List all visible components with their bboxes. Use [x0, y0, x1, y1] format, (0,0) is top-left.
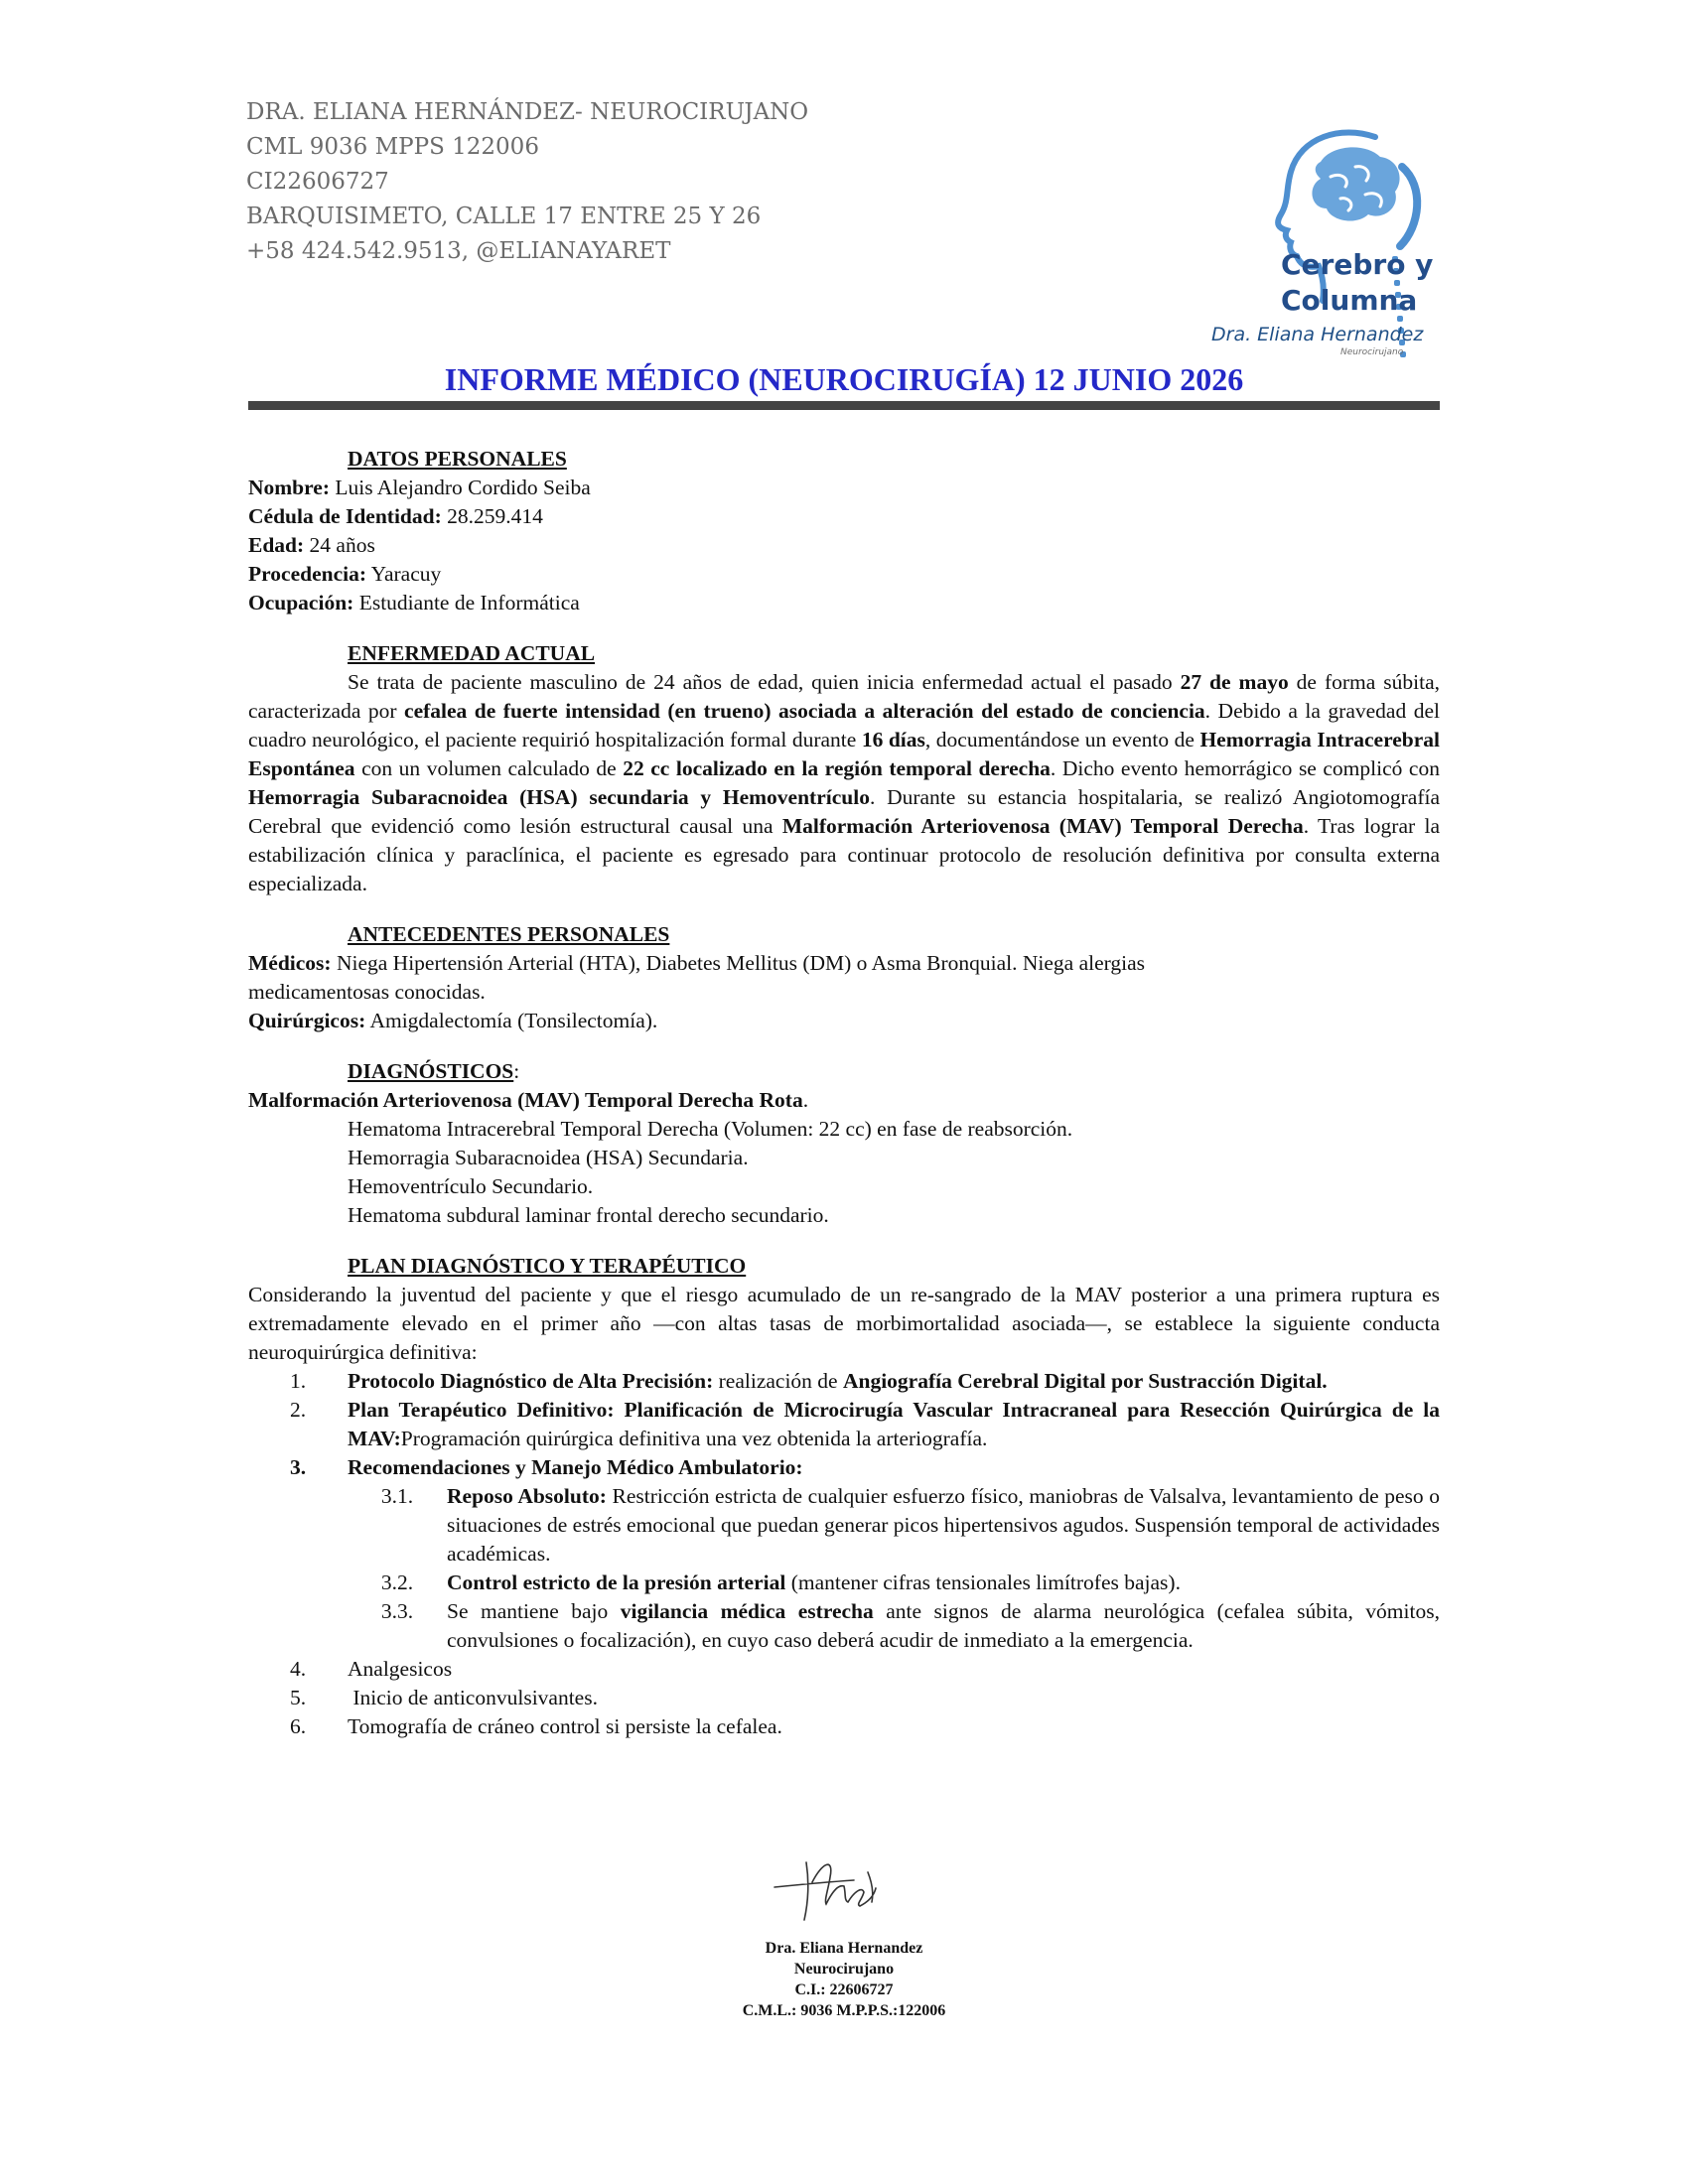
plan-item-number: 2.: [289, 1398, 307, 1422]
personal-field: [248, 531, 1440, 560]
logo-line-2: Columna: [1281, 284, 1418, 317]
personal-field-value: Yaracuy: [366, 562, 442, 586]
logo-specialty: Neurocirujano: [1340, 347, 1404, 357]
report-title: INFORME MÉDICO (NEUROCIRUGÍA) 12 JUNIO 2026: [444, 361, 1244, 397]
letterhead-contact: +58 424.542.9513, @ELIANAYARET: [246, 238, 671, 264]
illness-text-segment: de forma súbita, caracterizada por: [248, 670, 1440, 723]
plan-intro: Considerando la juventud del paciente y que el riesgo acumulado de un re-sangrado de la MAV posterior a una primera ruptura es extremadamente elevado en el primer año —con altas tasas de morbimortalidad asociada—, se establece la siguiente conducta neuroquirúrgica definitiva:: [248, 1283, 1440, 1364]
plan-subitem-label: Control estricto de la presión arterial: [447, 1570, 786, 1594]
plan-item-5: [248, 1684, 1440, 1712]
illness-text-segment: . Dicho evento hemorrágico se complicó con: [1050, 756, 1440, 780]
plan-heading: PLAN DIAGNÓSTICO Y TERAPÉUTICO: [348, 1254, 747, 1278]
personal-field: [248, 560, 1440, 589]
plan-subitem-number: 3.3.: [380, 1599, 414, 1623]
illness-emphasis: cefalea de fuerte intensidad (en trueno) asociada a alteración del estado de conciencia: [404, 699, 1205, 723]
illness-text-segment: , documentándose un evento de: [924, 728, 1200, 751]
handwritten-signature: [765, 1843, 923, 1922]
plan-item-number: 1.: [289, 1369, 307, 1393]
plan-subitem-label: vigilancia médica estrecha: [620, 1599, 874, 1623]
personal-field-value: Luis Alejandro Cordido Seiba: [330, 476, 591, 499]
diagnosis-item: Hematoma Intracerebral Temporal Derecha (Volumen: 22 cc) en fase de reabsorción.: [348, 1117, 1073, 1141]
illness-emphasis: 22 cc localizado en la región temporal derecha: [623, 756, 1051, 780]
main-diagnosis-text: Malformación Arteriovenosa (MAV) Temporal Derecha Rota: [248, 1088, 803, 1112]
signature-block: [645, 1938, 1043, 2021]
plan-item-number: 5.: [289, 1686, 307, 1709]
plan-item-2: [248, 1396, 1440, 1453]
plan-subitem-3-2: [348, 1569, 1440, 1597]
diagnosis-item: Hemoventrículo Secundario.: [348, 1174, 594, 1198]
illness-text-segment: . Tras lograr la estabilización clínica y paraclínica, el paciente es egresado para continuar protocolo de resolución definitiva por consulta externa especializada.: [248, 814, 1440, 895]
personal-field: [248, 474, 1440, 502]
logo-doctor-name: Dra. Eliana Hernandez: [1211, 324, 1424, 345]
illness-emphasis: 27 de mayo: [1180, 670, 1289, 694]
illness-text-segment: . Debido a la gravedad del cuadro neurológico, el paciente requirió hospitalización formal durante: [248, 699, 1440, 751]
plan-item-text: Analgesicos: [348, 1657, 453, 1681]
plan-item-emphasis: Angiografía Cerebral Digital por Sustracción Digital.: [842, 1369, 1328, 1393]
plan-item-4: [248, 1655, 1440, 1684]
plan-item-text: Programación quirúrgica definitiva una vez obtenida la arteriografía.: [400, 1427, 988, 1450]
plan-item-3: [248, 1453, 1440, 1655]
plan-item-1: [248, 1367, 1440, 1396]
plan-subitem-3-1: [348, 1482, 1440, 1569]
diagnoses-heading-row: [248, 1057, 1440, 1086]
diagnoses-heading: DIAGNÓSTICOS: [348, 1059, 514, 1083]
plan-item-label: Plan Terapéutico Definitivo: Planificación de Microcirugía Vascular Intracraneal para Resección Quirúrgica de la MAV:: [348, 1398, 1440, 1450]
surgical-history: [248, 1007, 1440, 1035]
plan-subitem-body: [447, 1482, 1440, 1569]
plan-subitem-text: (mantener cifras tensionales limítrofes bajas).: [785, 1570, 1181, 1594]
plan-subitem-3-3: [348, 1597, 1440, 1655]
illness-text-segment: con un volumen calculado de: [354, 756, 624, 780]
current-illness-heading: ENFERMEDAD ACTUAL: [348, 641, 596, 665]
surgical-history-text: Amigdalectomía (Tonsilectomía).: [365, 1009, 658, 1032]
illness-emphasis: Malformación Arteriovenosa (MAV) Temporal Derecha: [781, 814, 1304, 838]
personal-field-label: Edad:: [248, 533, 305, 557]
plan-item-label: Protocolo Diagnóstico de Alta Precisión:: [348, 1369, 714, 1393]
illness-emphasis: 16 días: [861, 728, 925, 751]
plan-item-6: [248, 1712, 1440, 1741]
surgical-history-label: Quirúrgicos:: [248, 1009, 366, 1032]
illness-text-segment: . Durante su estancia hospitalaria, se realizó Angiotomografía Cerebral que evidenció como lesión estructural causal una: [248, 785, 1440, 838]
plan-item-number: 4.: [289, 1657, 307, 1681]
plan-subitem-body: [447, 1569, 1440, 1597]
illness-text-segment: Se trata de paciente masculino de 24 años de edad, quien inicia enfermedad actual el pasado: [348, 670, 1181, 694]
plan-item-body: [348, 1396, 1440, 1453]
history-heading: ANTECEDENTES PERSONALES: [348, 922, 670, 946]
signer-license: C.M.L.: 9036 M.P.P.S.:122006: [742, 2002, 946, 2019]
personal-field-value: 24 años: [304, 533, 375, 557]
cerebro-columna-logo: [1152, 117, 1450, 375]
plan-subitem-text: Restricción estricta de cualquier esfuerzo físico, maniobras de Valsalva, levantamiento de peso o situaciones de estrés emocional que puedan generar picos hipertensivos agudos. Suspensión temporal de actividades académicas.: [447, 1484, 1440, 1566]
plan-subitem-label: Reposo Absoluto:: [447, 1484, 607, 1508]
plan-item-body: [348, 1453, 1440, 1655]
plan-subitem-pre: Se mantiene bajo: [447, 1599, 621, 1623]
personal-field: [248, 589, 1440, 617]
personal-field-label: Ocupación:: [248, 591, 354, 614]
report-body: [248, 445, 1440, 1741]
letterhead: [246, 95, 808, 269]
current-illness-text: [248, 668, 1440, 898]
title-divider: [248, 401, 1440, 410]
personal-field-value: 28.259.414: [441, 504, 543, 528]
personal-field-label: Nombre:: [248, 476, 331, 499]
signer-ci: C.I.: 22606727: [794, 1981, 894, 1998]
personal-data-heading: DATOS PERSONALES: [348, 447, 567, 471]
logo-line-1: Cerebro y: [1281, 248, 1434, 281]
signer-role: Neurocirujano: [793, 1961, 895, 1978]
personal-field-label: Cédula de Identidad:: [248, 504, 442, 528]
diagnosis-item: Hematoma subdural laminar frontal derecho secundario.: [348, 1203, 829, 1227]
plan-item-body: [348, 1367, 1440, 1396]
letterhead-address: BARQUISIMETO, CALLE 17 ENTRE 25 Y 26: [246, 204, 762, 229]
illness-emphasis: Hemorragia Subaracnoidea (HSA) secundaria y Hemoventrículo: [248, 785, 870, 809]
medical-history: [248, 949, 1440, 978]
personal-field-value: Estudiante de Informática: [353, 591, 580, 614]
diagnoses-colon: :: [513, 1059, 520, 1083]
plan-subitem-number: 3.1.: [380, 1484, 414, 1508]
letterhead-license: CML 9036 MPPS 122006: [246, 134, 539, 160]
plan-subitem-text: ante signos de alarma neurológica (cefalea súbita, vómitos, convulsiones o focalización), en cuyo caso deberá acudir de inmediato a la emergencia.: [447, 1599, 1440, 1652]
personal-data-fields: [248, 474, 1440, 617]
plan-subitem-number: 3.2.: [380, 1570, 414, 1594]
plan-item-number: 3.: [289, 1455, 307, 1479]
plan-item-text: realización de: [713, 1369, 843, 1393]
letterhead-id: CI22606727: [246, 169, 389, 195]
main-diagnosis: [248, 1086, 1440, 1115]
medical-history-text: Niega Hipertensión Arterial (HTA), Diabetes Mellitus (DM) o Asma Bronquial. Niega alergias: [331, 951, 1146, 975]
illness-emphasis: Hemorragia Intracerebral Espontánea: [248, 728, 1440, 780]
plan-item-label: Recomendaciones y Manejo Médico Ambulatorio:: [348, 1455, 803, 1479]
plan-list: [248, 1367, 1440, 1741]
letterhead-name: DRA. ELIANA HERNÁNDEZ- NEUROCIRUJANO: [246, 99, 809, 125]
personal-field-label: Procedencia:: [248, 562, 367, 586]
main-diagnosis-period: .: [802, 1088, 809, 1112]
signer-name: Dra. Eliana Hernandez: [765, 1940, 923, 1957]
plan-item-number: 6.: [289, 1714, 307, 1738]
plan-item-text: Tomografía de cráneo control si persiste la cefalea.: [348, 1714, 782, 1738]
plan-subitem-body: [447, 1597, 1440, 1655]
diagnosis-item: Hemorragia Subaracnoidea (HSA) Secundaria.: [348, 1146, 749, 1169]
personal-field: [248, 502, 1440, 531]
medical-history-label: Médicos:: [248, 951, 332, 975]
plan-item-text: Inicio de anticonvulsivantes.: [348, 1686, 598, 1709]
medical-history-cont: medicamentosas conocidas.: [248, 980, 486, 1004]
